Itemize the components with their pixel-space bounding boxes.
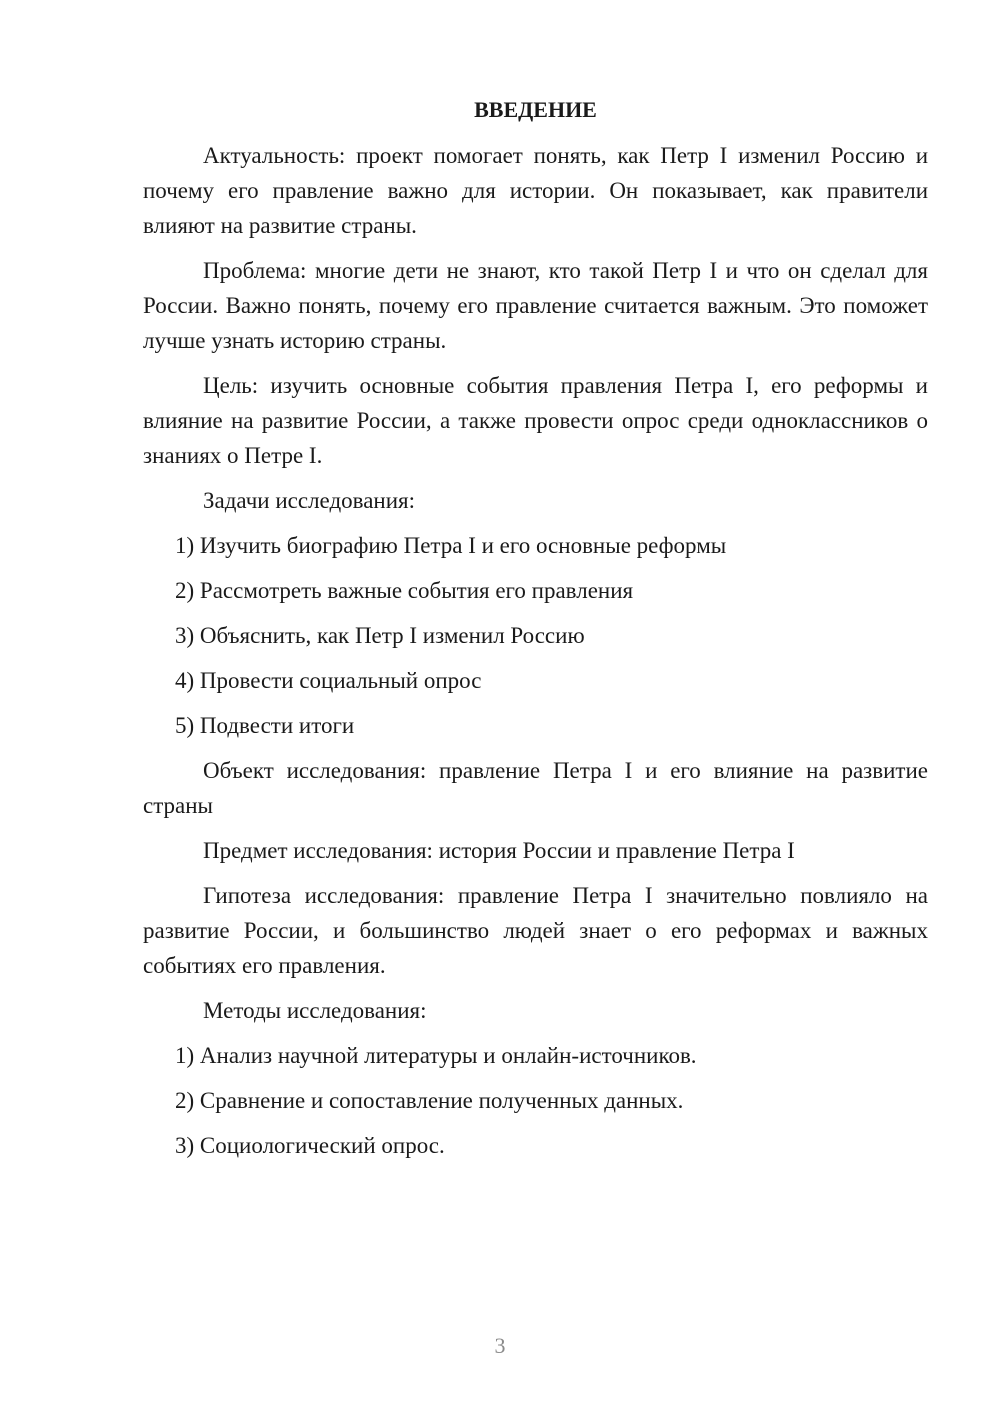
list-item: 1) Анализ научной литературы и онлайн-источников. bbox=[175, 1043, 697, 1068]
list-item: 3) Объяснить, как Петр I изменил Россию bbox=[175, 623, 585, 648]
object-paragraph: Объект исследования: правление Петра I и его влияние на развитие страны bbox=[143, 758, 928, 818]
problem-paragraph: Проблема: многие дети не знают, кто такой Петр I и что он сделал для России. Важно понять, почему его правление считается важным. Это поможет лучше узнать историю страны. bbox=[143, 258, 928, 353]
list-item: 2) Рассмотреть важные события его правления bbox=[175, 578, 634, 603]
subject-paragraph: Предмет исследования: история России и правление Петра I bbox=[203, 838, 795, 863]
tasks-label: Задачи исследования: bbox=[203, 488, 416, 513]
document-page bbox=[143, 92, 928, 1173]
goal-paragraph: Цель: изучить основные события правления Петра I, его реформы и влияние на развитие России, а также провести опрос среди одноклассников о знаниях о Петре I. bbox=[143, 373, 928, 468]
list-item: 2) Сравнение и сопоставление полученных данных. bbox=[175, 1088, 684, 1113]
list-item: 5) Подвести итоги bbox=[175, 713, 355, 738]
page-number: 3 bbox=[494, 1333, 506, 1358]
list-item: 1) Изучить биографию Петра I и его основные реформы bbox=[175, 533, 727, 558]
methods-list bbox=[143, 1038, 928, 1163]
list-item: 3) Социологический опрос. bbox=[175, 1133, 445, 1158]
tasks-list bbox=[143, 528, 928, 743]
page-title: ВВЕДЕНИЕ bbox=[474, 97, 597, 122]
relevance-paragraph: Актуальность: проект помогает понять, как Петр I изменил Россию и почему его правление важно для истории. Он показывает, как правители влияют на развитие страны. bbox=[143, 143, 928, 238]
methods-label: Методы исследования: bbox=[203, 998, 427, 1023]
hypothesis-paragraph: Гипотеза исследования: правление Петра I значительно повлияло на развитие России, и большинство людей знает о его реформах и важных событиях его правления. bbox=[143, 883, 928, 978]
list-item: 4) Провести социальный опрос bbox=[175, 668, 482, 693]
